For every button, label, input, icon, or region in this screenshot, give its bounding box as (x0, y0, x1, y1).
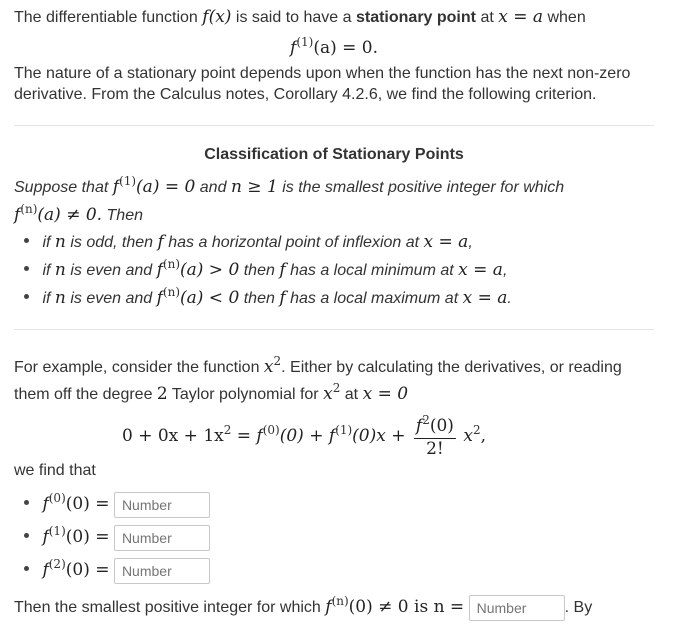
bullet-icon (24, 266, 29, 271)
box-title: Classification of Stationary Points (204, 146, 464, 163)
f0-answer-input[interactable] (114, 492, 210, 518)
answer-item-2: $f^{(2)}(0)$ = Number (24, 556, 210, 585)
intro-line-1: The differentiable function f(x) is said to have a stationary point at x = a when (14, 7, 586, 27)
n-answer-input[interactable] (469, 595, 565, 621)
answer-item-1: $f^{(1)}(0)$ = Number (24, 523, 210, 552)
bullet-icon (24, 533, 29, 538)
intro-line-3: derivative. From the Calculus notes, Corollary 4.2.6, we find the following criterion. (14, 86, 597, 103)
fraction: $\frac{f^2(0)}{2!}$ (415, 412, 454, 459)
intro-line-2: The nature of a stationary point depends upon when the function has the next non-zero (14, 65, 631, 82)
bullet-icon (24, 566, 29, 571)
divider-top (14, 125, 654, 126)
bullet-icon (24, 294, 29, 299)
list-item: if n is even and $f^{(n)}(a) > 0$ then f has a local minimum at x = a, (24, 259, 507, 282)
bullet-icon (24, 238, 29, 243)
f2-answer-input[interactable] (114, 558, 210, 584)
example-line-2: them off the degree 2 Taylor polynomial for $x^2$ at x = 0 (14, 381, 409, 404)
answer-item-0: $f^{(0)}(0)$ = Number (24, 490, 210, 519)
example-line-1: For example, consider the function $x^2$. Either by calculating the derivatives, or reading (14, 354, 622, 377)
term-stationary-point: stationary point (355, 9, 476, 26)
suppose-line-2: $f^{(n)}(a) \ne 0$. Then (14, 202, 143, 225)
list-item: if n is even and $f^{(n)}(a) < 0$ then f has a local maximum at x = a. (24, 287, 512, 310)
suppose-line-1: Suppose that $f^{(1)}(a) = 0$ and n ≥ 1 is the smallest positive integer for which (14, 174, 565, 197)
we-find-text: we find that (14, 462, 96, 479)
f1-answer-input[interactable] (114, 525, 210, 551)
bullet-icon (24, 500, 29, 505)
math-fx: f(x) (202, 7, 232, 27)
taylor-equation: $0 + 0x + 1x^2 = f^{(0)}(0) + f^{(1)}(0)x$ + $\frac{f^2(0)}{2!}$ $x^2$, (122, 412, 487, 459)
divider-bottom (14, 329, 654, 330)
last-line: Then the smallest positive integer for which $f^{(n)}(0) \ne 0$ is n = Number . By (14, 593, 592, 622)
stationary-equation: $f^{(1)}(a) = 0$. (290, 35, 378, 58)
list-item: if n is odd, then f has a horizontal point of inflexion at x = a, (24, 231, 473, 254)
